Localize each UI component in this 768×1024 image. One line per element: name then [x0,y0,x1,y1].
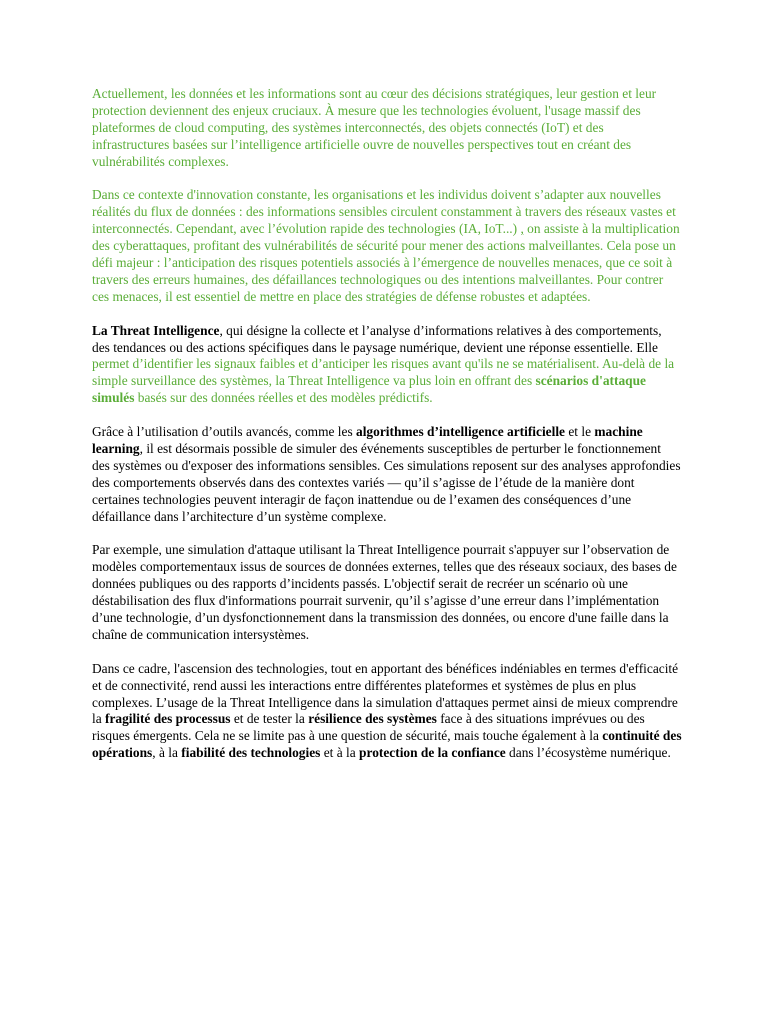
paragraph-context-comma: , [520,221,524,237]
system-resilience-term: résilience des systèmes [308,711,437,727]
ai-algorithms-term: algorithmes d’intelligence artificielle [356,424,565,440]
trust-protection-term: protection de la confiance [359,745,506,761]
process-fragility-term: fragilité des processus [105,711,231,727]
paragraph-ti-green-1: permet d’identifier les signaux faibles et d’anticiper les risques avant qu'ils ne se matérialisent. Au-delà de la simple surveillance des systèmes, la Threat Intelligence va plus loin en offrant des [92,356,675,389]
paragraph-tools-text-3: , il est désormais possible de simuler des événements susceptibles de perturber le fonctionnement des systèmes ou d'exposer des informations sensibles. Ces simulations reposent sur des analyses approfondies des comportements observés dans des contextes variés — qu’il s’agisse de l’étude de la manière dont certaines technologies peuvent interagir de façon inattendue ou de l’examen des conséquences d’une défaillance dans l’architecture d’un système complexe. [92,440,681,524]
paragraph-conclusion-text-3: face à des situations imprévues ou des risques émergents. Cela ne se limite pas à une question de sécurité, mais touche également à la [92,711,645,744]
paragraph-example [92,542,682,643]
paragraph-threat-intelligence [92,323,682,408]
paragraph-context-text-a: Dans ce contexte d'innovation constante, les organisations et les individus doivent s’adapter aux nouvelles réalités du flux de données : des informations sensibles circulent constamment à travers des réseaux vastes et interconnectés. Cependant, avec l’évolution rapide des technologies (IA, IoT...) [92,187,676,237]
paragraph-conclusion-text-4: , à la [152,745,182,761]
machine-learning-term: machine learning [92,424,643,456]
paragraph-advanced-tools [92,424,682,525]
paragraph-context [92,187,682,305]
paragraph-context-text-c: on assiste à la multiplication des cyberattaques, profitant des vulnérabilités de sécurité pour mener des actions malveillantes. Cela pose un défi majeur : l’anticipation des risques potentiels associés à l’émergence de nouvelles menaces, que ce soit à travers des erreurs humaines, des défaillances technologiques ou des intentions malveillantes. Pour contrer ces menaces, il est essentiel de mettre en place des stratégies de défense robustes et adaptées. [92,221,680,304]
paragraph-conclusion-text-5: et à la [320,745,360,761]
paragraph-example-text: Par exemple, une simulation d'attaque utilisant la Threat Intelligence pourrait s'appuyer sur l’observation de modèles comportementaux issus de sources de données externes, telles que des réseaux sociaux, des bases de données publiques ou des rapports d’incidents passés. L'objectif serait de recréer un scénario où une déstabilisation des flux d'informations pourrait survenir, qu’il s’agisse d’une erreur dans l’implémentation d’une technologie, d’un dysfonctionnement dans la transmission des données, ou encore d'une faille dans la chaîne de communication intersystèmes. [92,542,677,642]
operations-continuity-term: continuité des opérations [92,728,682,761]
paragraph-intro [92,86,682,171]
paragraph-ti-green-2: basés sur des données réelles et des modèles prédictifs. [134,390,433,406]
paragraph-conclusion-text-1: Dans ce cadre, l'ascension des technologies, tout en apportant des bénéfices indéniables en termes d'efficacité et de connectivité, rend aussi les interactions entre différentes plateformes et systèmes de plus en plus complexes. L’usage de la Threat Intelligence dans la simulation d'attaques permet ainsi de mieux comprendre la [92,660,679,727]
paragraph-conclusion-text-2: et de tester la [230,711,309,727]
simulated-attack-scenarios-term: scénarios d'attaque simulés [92,373,646,406]
threat-intelligence-term: La Threat Intelligence [92,322,220,338]
technology-reliability-term: fiabilité des technologies [181,745,321,761]
paragraph-tools-text-2: et le [565,424,595,440]
paragraph-conclusion-text-6: dans l’écosystème numérique. [505,745,671,761]
document-page [92,86,682,779]
paragraph-conclusion [92,661,682,762]
paragraph-tools-text-1: Grâce à l’utilisation d’outils avancés, comme les [92,424,357,440]
paragraph-ti-text-1: , qui désigne la collecte et l’analyse d’informations relatives à des comportements, des tendances ou des actions spécifiques dans le paysage numérique, devient une réponse essentielle. Elle [92,322,662,355]
paragraph-intro-text: Actuellement, les données et les informations sont au cœur des décisions stratégiques, leur gestion et leur protection deviennent des enjeux cruciaux. À mesure que les technologies évoluent, l'usage massif des plateformes de cloud computing, des systèmes interconnectés, des objets connectés (IoT) et des infrastructures basées sur l’intelligence artificielle ouvre de nouvelles perspectives tout en créant des vulnérabilités complexes. [92,86,657,169]
